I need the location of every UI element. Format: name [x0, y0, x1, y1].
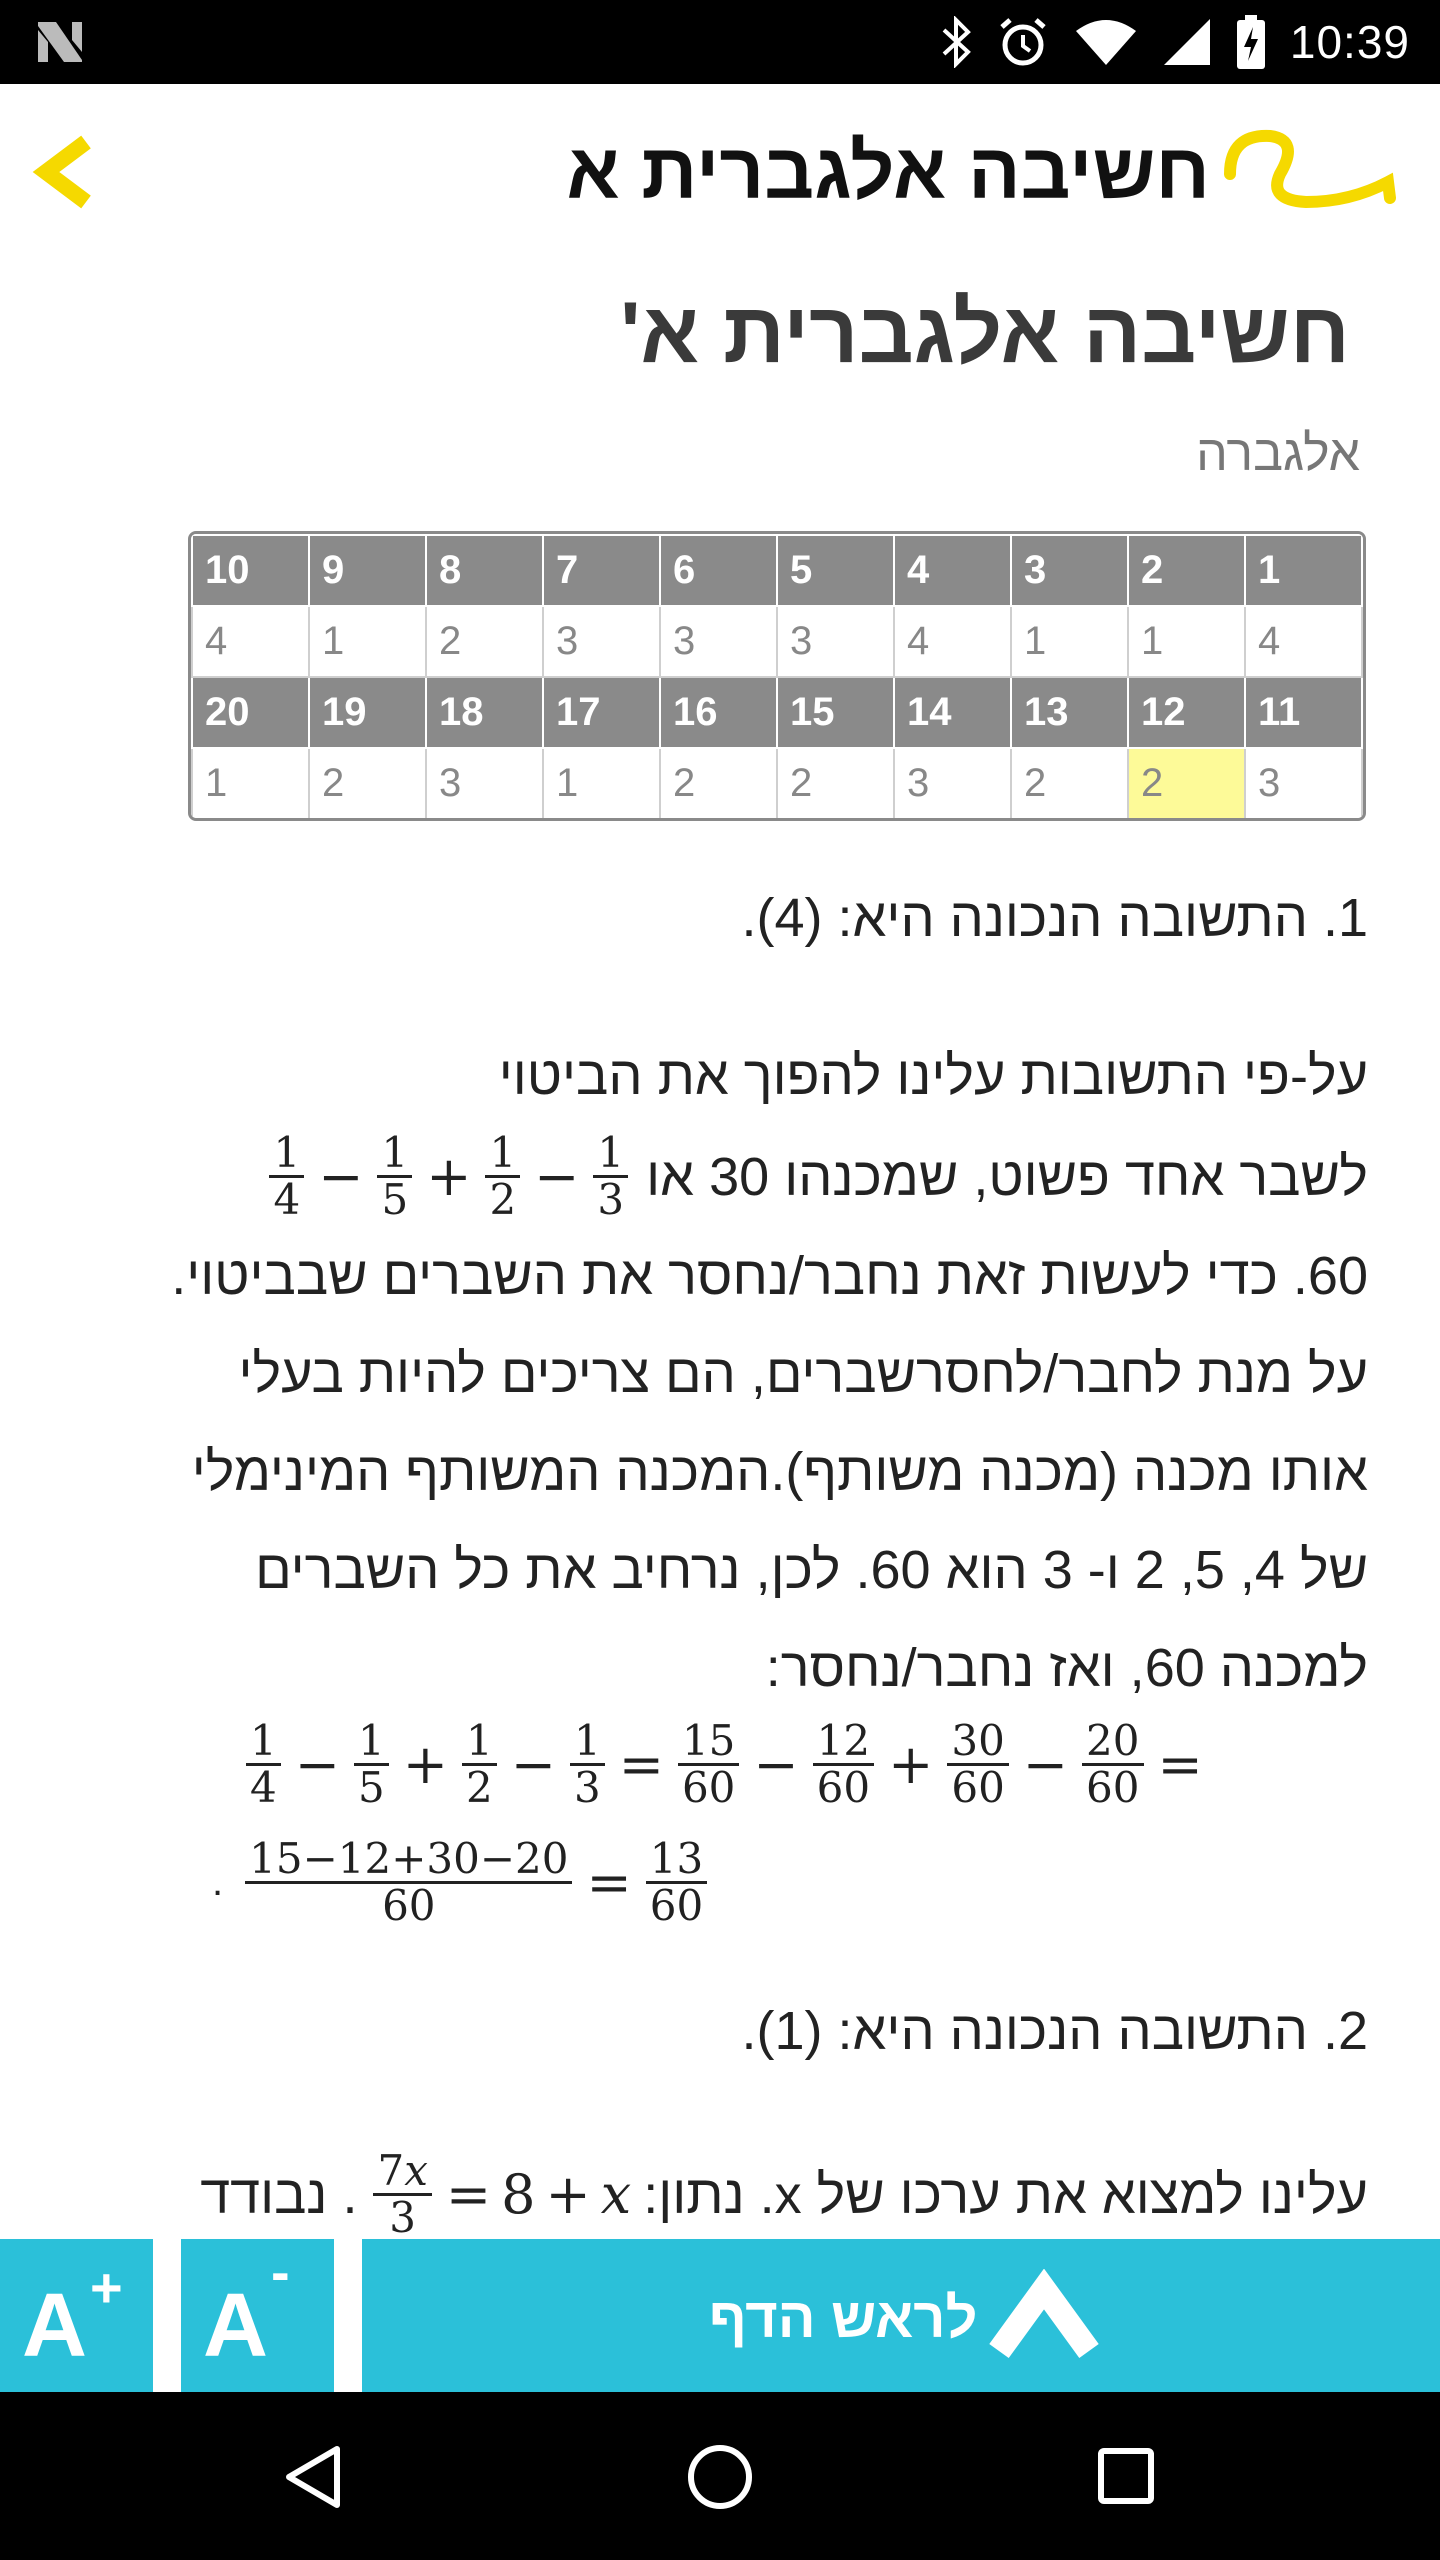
answer-cell[interactable]: 2 [660, 748, 777, 819]
question-number: 6 [660, 535, 777, 606]
explanation-line: של 4, 5, 2 ו- 3 הוא 60. לכן, נרחיב את כל השברים [255, 1540, 1368, 1600]
table-row [192, 748, 1362, 819]
status-bar [0, 0, 1440, 84]
squiggle-logo-icon [1220, 114, 1400, 224]
article-title: חשיבה אלגברית א' [620, 285, 1350, 381]
question-number: 7 [543, 535, 660, 606]
signal-icon [1162, 17, 1212, 67]
alarm-icon [996, 15, 1050, 69]
math-expression: $\frac{1}{4}$ − $\frac{1}{5}$ + $\frac{1}{2}$ − $\frac{1}{3}$ [265, 1131, 632, 1222]
explanation-line-q2: עלינו למצוא את ערכו של x. נתון: $\frac{7x}{3}$ = 8 + x . נבודד [200, 2146, 1368, 2239]
answer-cell[interactable]: 3 [777, 606, 894, 677]
answer-cell[interactable]: 2 [309, 748, 426, 819]
answer-cell[interactable]: 1 [1128, 606, 1245, 677]
system-nav-bar [0, 2392, 1440, 2560]
answer-cell[interactable]: 2 [426, 606, 543, 677]
question-number: 8 [426, 535, 543, 606]
home-circle-icon[interactable] [687, 2444, 753, 2510]
answer-cell[interactable]: 1 [309, 606, 426, 677]
answer-cell[interactable]: 3 [660, 606, 777, 677]
math-equation-q2: $\frac{7x}{3}$ = 8 + x [369, 2149, 631, 2239]
table-row [192, 677, 1362, 748]
increase-font-button[interactable]: A + [0, 2239, 153, 2392]
answer-cell[interactable]: 2 [1011, 748, 1128, 819]
question-number: 9 [309, 535, 426, 606]
explanation-line: אותו מכנה (מכנה משותף).המכנה המשותף המינימלי [191, 1442, 1368, 1502]
separator [334, 2239, 362, 2392]
question-number: 18 [426, 677, 543, 748]
app-bar [0, 84, 1440, 259]
question-number: 2 [1128, 535, 1245, 606]
bluetooth-icon [940, 16, 972, 68]
answer-key-table [188, 531, 1366, 821]
question-number: 10 [192, 535, 309, 606]
recents-square-icon[interactable] [1097, 2447, 1155, 2505]
explanation-text: לשבר אחד פשוט, שמכנהו 30 או [646, 1146, 1368, 1207]
separator [153, 2239, 181, 2392]
question-number: 17 [543, 677, 660, 748]
answer-cell[interactable]: 4 [192, 606, 309, 677]
chevron-left-icon[interactable] [28, 132, 108, 212]
question-number: 5 [777, 535, 894, 606]
question-number: 19 [309, 677, 426, 748]
question-number: 3 [1011, 535, 1128, 606]
answer-cell[interactable]: 4 [894, 606, 1011, 677]
math-equation-line-2: . $\frac{15-12+30-20}{60}$ = $\frac{13}{60}$ [212, 1837, 711, 1928]
math-result: $\frac{13}{60}$ [646, 1837, 707, 1928]
question-number: 15 [777, 677, 894, 748]
answer-cell[interactable]: 1 [192, 748, 309, 819]
explanation-line: 60. כדי לעשות זאת נחבר/נחסר את השברים שבביטוי. [171, 1246, 1368, 1306]
question-number: 20 [192, 677, 309, 748]
question-number: 13 [1011, 677, 1128, 748]
bottom-toolbar [0, 2239, 1440, 2392]
scroll-to-top-button[interactable]: לראש הדף [364, 2239, 1440, 2392]
answer-cell[interactable]: 1 [543, 748, 660, 819]
answer-cell[interactable]: 4 [1245, 606, 1362, 677]
explanation-line: על-פי התשובות עלינו להפוך את הביטוי [498, 1046, 1368, 1106]
wifi-icon [1074, 17, 1138, 67]
battery-charging-icon [1236, 15, 1266, 69]
answer-heading-2: 2. התשובה הנכונה היא: (1). [741, 2001, 1368, 2061]
article-content[interactable] [0, 259, 1440, 2239]
question-number: 12 [1128, 677, 1245, 748]
math-equation-line-1: $\frac{1}{4}$ − $\frac{1}{5}$ + $\frac{1}{2}$ − $\frac{1}{3}$ = $\frac{15}{60}$ − $\frac{12}{60}$ + $\frac{30}{60}$ − $\frac{20}{60}$ = [242, 1719, 1213, 1810]
question-number: 1 [1245, 535, 1362, 606]
answer-cell[interactable]: 3 [894, 748, 1011, 819]
question-number: 14 [894, 677, 1011, 748]
answer-cell-highlighted[interactable]: 2 [1128, 748, 1245, 819]
table-row [192, 606, 1362, 677]
app-title: חשיבה אלגברית א [566, 127, 1210, 215]
answer-cell[interactable]: 1 [1011, 606, 1128, 677]
answer-cell[interactable]: 3 [543, 606, 660, 677]
table-row [192, 535, 1362, 606]
answer-cell[interactable]: 3 [426, 748, 543, 819]
back-triangle-icon[interactable] [283, 2444, 343, 2510]
clock: 10:39 [1289, 16, 1410, 68]
category-label: אלגברה [1196, 425, 1360, 481]
question-number: 11 [1245, 677, 1362, 748]
chevron-up-icon [989, 2269, 1099, 2361]
answer-cell[interactable]: 3 [1245, 748, 1362, 819]
answer-cell[interactable]: 2 [777, 748, 894, 819]
explanation-line: למכנה 60, ואז נחבר/נחסר: [765, 1638, 1368, 1698]
question-number: 16 [660, 677, 777, 748]
explanation-line-with-math [265, 1128, 1368, 1225]
explanation-line: על מנת לחבר/לחסרשברים, הם צריכים להיות בעלי [238, 1344, 1368, 1404]
answer-heading-1: 1. התשובה הנכונה היא: (4). [741, 888, 1368, 948]
notification-n-icon [34, 20, 86, 64]
question-number: 4 [894, 535, 1011, 606]
decrease-font-button[interactable]: A - [181, 2239, 334, 2392]
